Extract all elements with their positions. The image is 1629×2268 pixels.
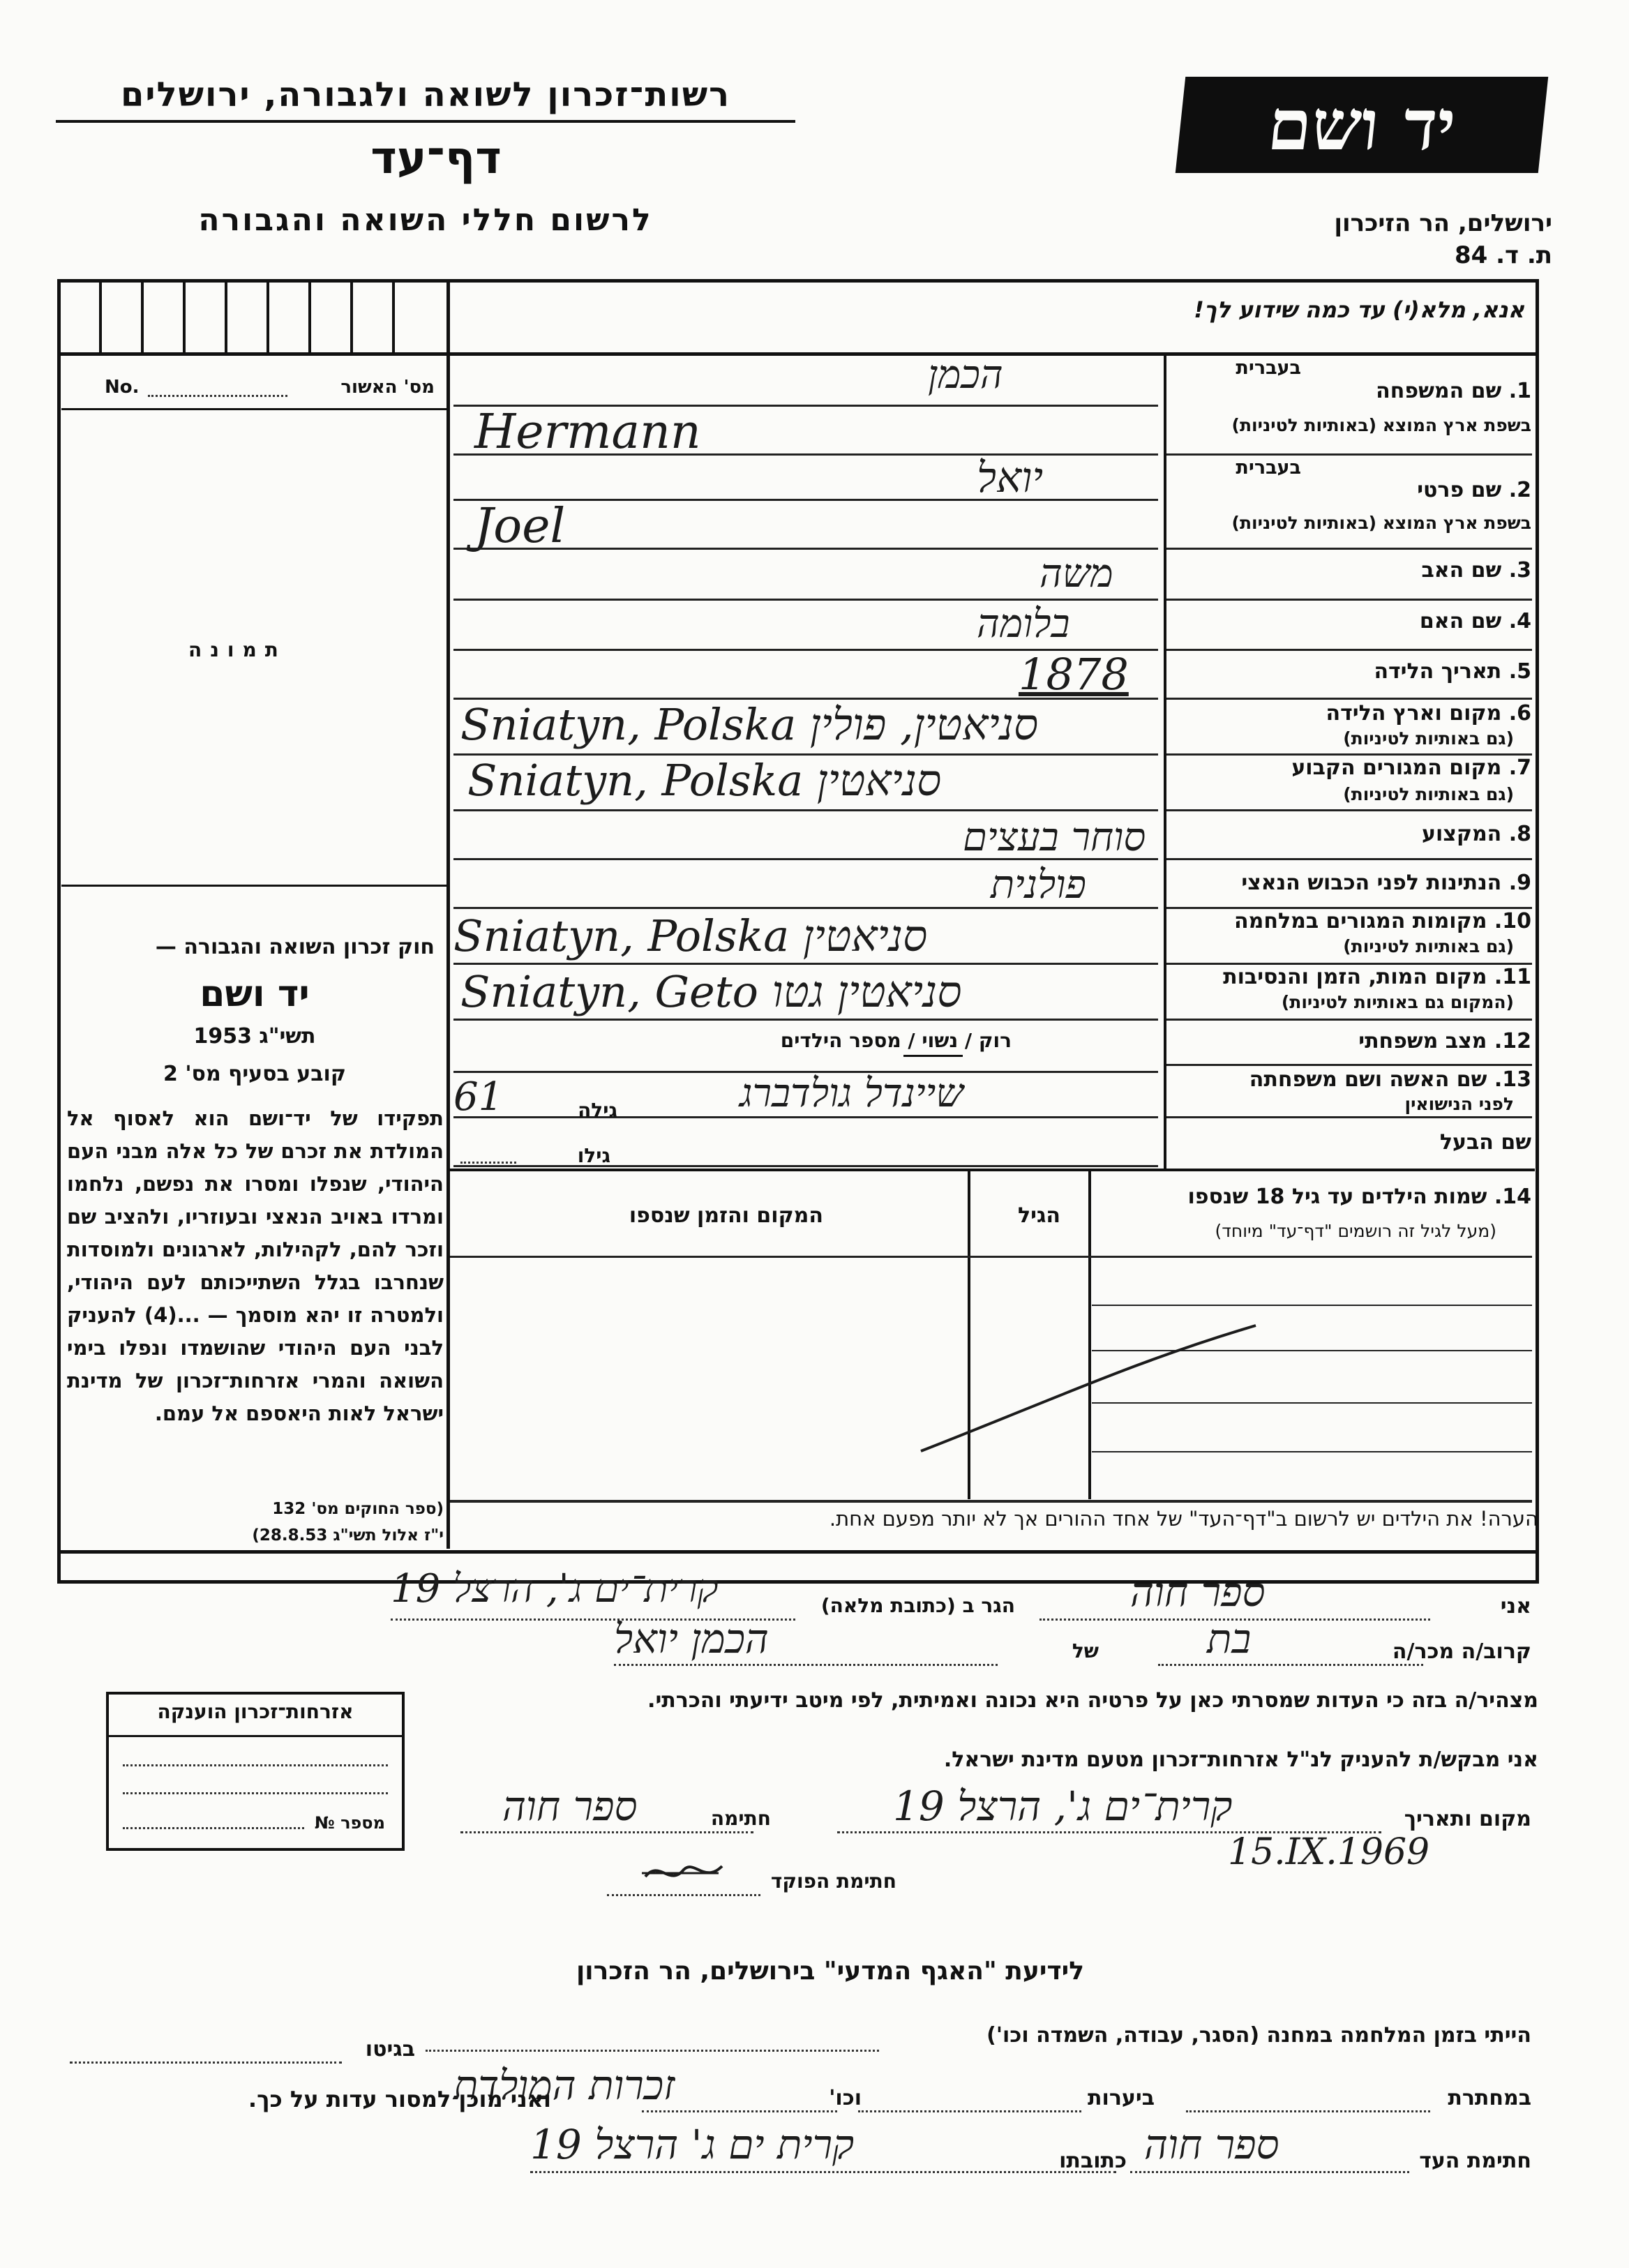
witness-relative-label: קרוב/ה מכר/ה xyxy=(1392,1639,1531,1664)
footer-heading: לידיעת "האגף המדעי" בירושלים, הר הזכרון xyxy=(576,1957,1085,1985)
label-rule-12 xyxy=(1166,1064,1532,1066)
citizenship-line-1 xyxy=(123,1764,388,1766)
officer-signature-dots xyxy=(607,1894,760,1896)
field-12-label: 12. מצב משפחתי xyxy=(1358,1029,1531,1053)
field-4-value[interactable]: בלומה xyxy=(977,601,1070,647)
field-7-sublabel: (גם באותיות לטיניות) xyxy=(1343,784,1514,804)
footer-witness-sig-dots xyxy=(1130,2171,1409,2173)
witness-signature-dots xyxy=(460,1831,753,1833)
label-rule-13 xyxy=(1166,1116,1532,1118)
form-name: דף־עד xyxy=(370,133,502,184)
left-column-divider xyxy=(446,279,450,1549)
officer-signature-label: חתימת הפוקד xyxy=(770,1870,896,1893)
in-hebrew-1: בעברית xyxy=(1236,357,1301,379)
witness-signature-label: חתימה xyxy=(710,1807,771,1830)
law-title: חוק זכרון השואה והגבורה — xyxy=(155,935,435,959)
label-rule-8 xyxy=(1166,858,1532,860)
label-rule-7 xyxy=(1166,809,1532,811)
field-5-label: 5. תאריך הלידה xyxy=(1374,659,1531,684)
witness-request: אני מבקש/ת להעניק לנ"ל אזרחות־זכרון מטעם מדינת ישראל. xyxy=(943,1748,1538,1772)
citizenship-number-label: מספר № xyxy=(314,1813,385,1833)
children-col-age: הגיל xyxy=(1018,1203,1060,1228)
field-7-value[interactable]: Sniatyn, Polska סניאטין xyxy=(467,755,942,806)
address-line-2: ת. ד. 84 xyxy=(1454,241,1552,269)
footer-hiding-dots xyxy=(1186,2110,1430,2112)
field-9-label: 9. הנתינות לפני הכבוש הנאצי xyxy=(1241,871,1531,895)
registration-number-label: מס' האשור xyxy=(340,377,435,398)
value-rule-13 xyxy=(453,1019,1158,1021)
registration-rule xyxy=(61,408,446,410)
field-2-sublabel: בשפת ארץ המוצא (באותיות לטיניות) xyxy=(1231,513,1531,533)
value-rule-5 xyxy=(453,599,1158,601)
children-note: הערה! את הילדים יש לרשום ב"דף־העד" של אחד ההורים אך לא יותר מפעם אחת. xyxy=(829,1507,1538,1531)
label-rule-11 xyxy=(1166,1019,1532,1021)
field-1-latin-value[interactable]: Hermann xyxy=(474,405,701,460)
citizenship-line-3 xyxy=(123,1827,304,1829)
value-rule-9 xyxy=(453,809,1158,811)
field-3-label: 3. שם האב xyxy=(1421,558,1531,583)
field-12-options[interactable]: רוק / נשוי / מספר הילדים xyxy=(780,1029,1012,1052)
field-2-latin-value[interactable]: Joel xyxy=(474,499,566,554)
citizenship-box xyxy=(106,1692,405,1851)
children-col-place: המקום והזמן שנספו xyxy=(629,1203,823,1228)
field-10-sublabel: (גם באותיות לטיניות) xyxy=(1343,936,1514,956)
field-2-label: 2. שם פרטי xyxy=(1417,478,1531,502)
children-row-rule-1 xyxy=(1092,1305,1532,1306)
registration-grid xyxy=(61,283,446,352)
witness-residing-label: הגר ב (כתובת מלאה) xyxy=(820,1594,1015,1617)
top-strip-bottom-rule xyxy=(57,352,1536,356)
law-year: תשי"ג 1953 xyxy=(193,1024,316,1049)
value-rule-12 xyxy=(453,963,1158,965)
address-line-1: ירושלים, הר הזיכרון xyxy=(1334,209,1552,237)
citizenship-line-2 xyxy=(123,1792,388,1794)
footer-etc-value[interactable]: זכרות המולדת xyxy=(453,2062,675,2109)
label-rule-14 xyxy=(446,1169,1535,1171)
note-bottom-rule xyxy=(57,1550,1536,1554)
field-8-label: 8. המקצוע xyxy=(1422,822,1531,846)
footer-witness-sig-label: חתימת העד xyxy=(1419,2149,1531,2173)
field-11-sublabel: (המקום גם באותיות לטיניות) xyxy=(1281,992,1514,1012)
children-sublabel: (מעל לגיל זה רושמים "דף־עד" מיוחד) xyxy=(1215,1221,1496,1241)
field-1-label: 1. שם המשפחה xyxy=(1376,379,1531,403)
footer-etc-dots xyxy=(642,2110,837,2112)
witness-i-label: אני xyxy=(1500,1594,1531,1619)
law-clause: קובע בסעיף מס' 2 xyxy=(163,1062,346,1086)
footer-witness-sig-value[interactable]: ספר חוה xyxy=(1144,2121,1279,2168)
footer-address-label: כתובתו xyxy=(1059,2149,1127,2173)
field-1-sublabel: בשפת ארץ המוצא (באותיות לטיניות) xyxy=(1231,415,1531,435)
field-7-label: 7. מקום המגורים הקבוע xyxy=(1291,756,1531,780)
husband-age-label: גילו xyxy=(577,1144,610,1167)
citizenship-box-title: אזרחות־זכרון הוענקה xyxy=(157,1700,354,1723)
witness-of-value[interactable]: הכמן יואל xyxy=(614,1615,769,1662)
field-6-sublabel: (גם באותיות לטיניות) xyxy=(1343,728,1514,749)
org-title: רשות־זכרון לשואה ולגבורה, ירושלים xyxy=(120,75,731,114)
footer-hiding-label: במחתרת xyxy=(1448,2086,1531,2110)
field-13-label: 13. שם האשה ושם משפחתה xyxy=(1249,1067,1531,1092)
photo-area-bottom-rule xyxy=(61,885,446,887)
registration-number-dots xyxy=(148,395,287,397)
label-rule-2 xyxy=(1166,548,1532,550)
field-12-selected-mark xyxy=(903,1055,963,1057)
witness-date-value[interactable]: 15.IX.1969 xyxy=(1228,1831,1430,1873)
field-10-value[interactable]: Sniatyn, Polska סניאטין xyxy=(453,910,928,961)
children-strikethrough xyxy=(907,1312,1270,1465)
footer-address-value[interactable]: קרית ים ג' הרצל 19 xyxy=(530,2121,855,2168)
footer-forests-label: ביערות xyxy=(1088,2086,1155,2110)
value-rule-15 xyxy=(453,1116,1158,1118)
label-rule-3 xyxy=(1166,599,1532,601)
field-6-value[interactable]: Sniatyn, Polska סניאטין, פולין xyxy=(460,699,1039,750)
footer-camp-line: הייתי בזמן המלחמה במחנה (הסגר, עבודה, השמדה וכו') xyxy=(986,2023,1531,2048)
witness-relation-value[interactable]: בת xyxy=(1207,1615,1252,1662)
value-rule-16 xyxy=(453,1165,1158,1167)
field-1-hebrew-value[interactable]: הכמן xyxy=(928,352,1003,398)
label-column-divider xyxy=(1164,352,1166,1169)
witness-of-label: של xyxy=(1072,1639,1099,1662)
witness-relation-dots xyxy=(1158,1664,1423,1666)
children-header-rule xyxy=(450,1256,1532,1258)
field-6-label: 6. מקום וארץ הלידה xyxy=(1326,701,1531,726)
yad-vashem-logo xyxy=(1176,77,1549,173)
footer-ghetto-label: בגיטו xyxy=(365,2037,415,2062)
footer-address-dots xyxy=(530,2171,1116,2173)
in-hebrew-2: בעברית xyxy=(1236,457,1301,479)
witness-address-value[interactable]: קרית־ים ג', הרצל 19 xyxy=(391,1566,719,1612)
field-8-value[interactable]: סוחר בעצים xyxy=(963,815,1146,860)
witness-place-date-label: מקום ותאריך xyxy=(1404,1807,1531,1831)
officer-signature-scribble xyxy=(642,1856,726,1891)
footer-ghetto-dots xyxy=(70,2062,342,2064)
label-rule-5 xyxy=(1166,698,1532,700)
field-13-value[interactable]: שיינדל גולדברג xyxy=(740,1071,964,1116)
witness-of-dots xyxy=(614,1664,998,1666)
footer-ready-text: ואני מוכן למסור עדות על כך. xyxy=(248,2086,551,2112)
witness-signature-value[interactable]: ספר חוה xyxy=(502,1782,638,1830)
witness-place-date-value[interactable]: קרית־ים ג', הרצל 19 xyxy=(893,1782,1233,1830)
husband-age-dots xyxy=(460,1162,516,1164)
field-2-hebrew-value[interactable]: יואל xyxy=(977,453,1044,502)
law-reference-1: (ספר החוקים מס' 132 xyxy=(272,1500,444,1518)
label-rule-4 xyxy=(1166,649,1532,651)
footer-etc-label: וכו' xyxy=(829,2086,862,2110)
field-10-label: 10. מקומות המגורים במלחמה xyxy=(1234,909,1531,933)
label-rule-1 xyxy=(1166,453,1532,456)
field-4-label: 4. שם האם xyxy=(1419,609,1531,633)
law-body: תפקידו של יד־ושם הוא לאסוף אל המולדת את זכרם של כל אלה מבני העם היהודי, שנפלו ומסרו את נפשם, נלחמו ומרדו באויב הנאצי ובעוזריו, ולהציב שם וזכר להם, לקהילות, לארגונים ולמוסדות שנחרבו בגלל השתייכותם לעם היהודי, ולמטרה זו יהא מוסמך — ...(4) להעניק לבני העם היהודי שהושמדו ונפלו בימי השואה והמרי אזרחות־זכרון של מדינת ישראל לאות היאספם אל עמם. xyxy=(67,1106,444,1425)
org-title-underline xyxy=(56,120,795,123)
witness-declaration: מצהיר/ה בזה כי העדות שמסרתי כאן על פרטיה היא נכונה ואמיתית, לפי מיטב ידיעתי והכרתי. xyxy=(647,1688,1538,1713)
field-5-value[interactable]: 1878 xyxy=(1019,649,1129,700)
logo-text: יד ושם xyxy=(1263,84,1460,166)
law-reference-2: י"ז אלול תשי"ג 28.8.53) xyxy=(252,1526,444,1545)
footer-camp-dots xyxy=(426,2050,879,2052)
children-table-bottom-rule xyxy=(450,1500,1532,1503)
intro-text: אנא, מלא(י) עד כמה שידוע לך! xyxy=(1194,296,1524,323)
form-subtitle: לרשום חללי השואה והגבורה xyxy=(198,202,653,238)
field-11-value[interactable]: Sniatyn, Geto סניאטין גטו xyxy=(460,966,962,1017)
children-label: 14. שמות הילדים עד גיל 18 שנספו xyxy=(1187,1185,1531,1209)
photo-label: תמונה xyxy=(188,638,287,661)
witness-name-value[interactable]: ספר חוה xyxy=(1130,1568,1266,1616)
field-9-value[interactable]: פולנית xyxy=(991,862,1086,908)
field-11-label: 11. מקום המות, הזמן והנסיבות xyxy=(1223,965,1531,989)
field-3-value[interactable]: משה xyxy=(1039,551,1113,596)
husband-label: שם הבעל xyxy=(1439,1130,1531,1155)
field-13-age-value[interactable]: 61 xyxy=(453,1074,504,1120)
registration-number-prefix: No. xyxy=(105,377,140,398)
field-13-age-label: גילה xyxy=(578,1099,617,1122)
law-name: יד ושם xyxy=(200,973,310,1015)
footer-forests-dots xyxy=(858,2110,1081,2112)
field-13-sublabel: לפני הנישואין xyxy=(1404,1094,1514,1114)
